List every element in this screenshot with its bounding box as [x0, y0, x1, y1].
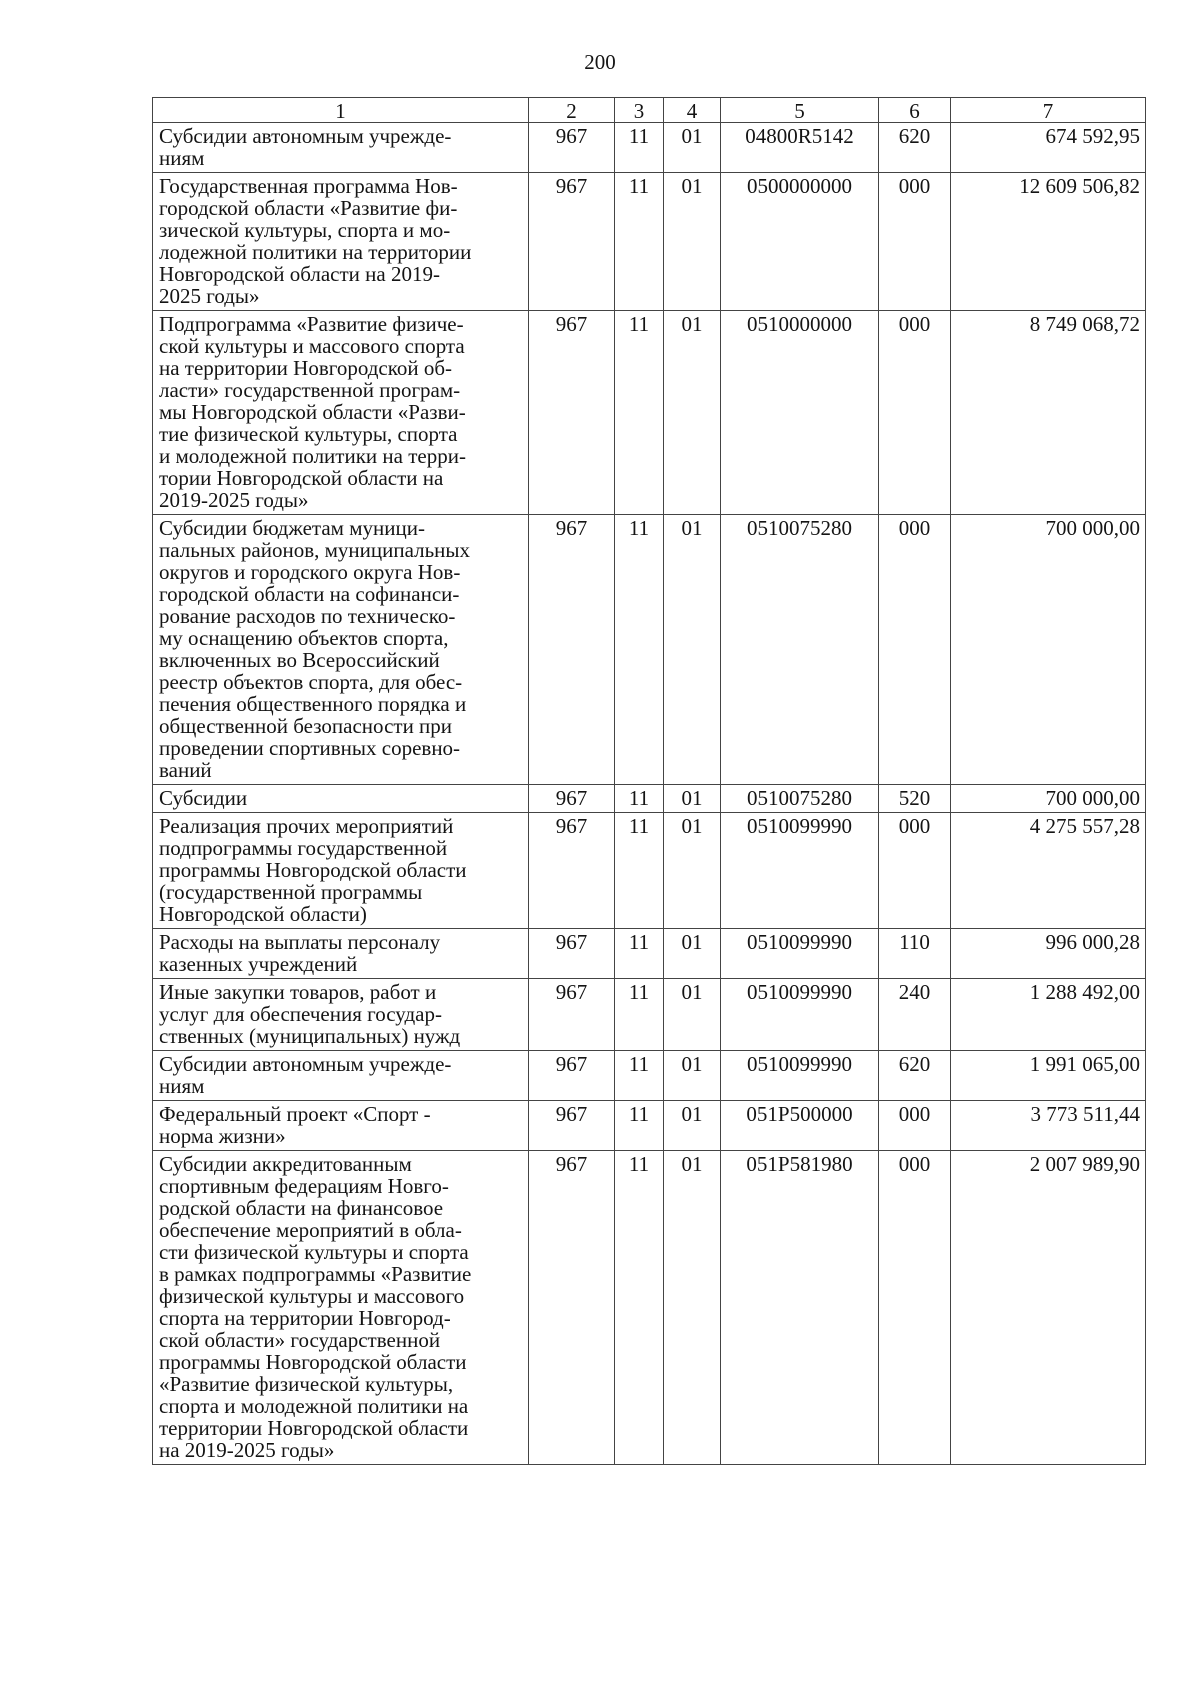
- expense-name-line: ваний: [159, 758, 212, 782]
- table-row: [153, 311, 1146, 515]
- subsection-code-cell: 01: [664, 979, 721, 1051]
- section-code-cell: 11: [615, 929, 664, 979]
- expense-type-cell: 000: [879, 515, 951, 785]
- expense-name-cell: [153, 1151, 529, 1465]
- expense-name-cell: [153, 515, 529, 785]
- expense-name-line: тории Новгородской области на: [159, 466, 444, 490]
- expense-name-line: программы Новгородской области: [159, 1350, 467, 1374]
- expense-name-line: спортивным федерациям Новго-: [159, 1174, 449, 1198]
- expense-name-cell: [153, 785, 529, 813]
- table-row: [153, 785, 1146, 813]
- table-row: [153, 1101, 1146, 1151]
- expense-name-cell: [153, 173, 529, 311]
- grbs-code-cell: 967: [529, 1101, 615, 1151]
- expense-name-line: Новгородской области): [159, 902, 367, 926]
- expense-name-line: на 2019-2025 годы»: [159, 1438, 335, 1462]
- expense-name-line: городской области на софинанси-: [159, 582, 460, 606]
- amount-cell: 700 000,00: [951, 515, 1146, 785]
- header-col-4: 4: [664, 98, 721, 123]
- table-row: [153, 813, 1146, 929]
- header-col-3: 3: [615, 98, 664, 123]
- expense-type-cell: 000: [879, 1101, 951, 1151]
- grbs-code-cell: 967: [529, 311, 615, 515]
- amount-cell: 674 592,95: [951, 123, 1146, 173]
- expense-type-cell: 520: [879, 785, 951, 813]
- expense-name-line: территории Новгородской области: [159, 1416, 469, 1440]
- expense-name-line: Субсидии автономным учрежде-: [159, 1052, 452, 1076]
- expense-name-line: округов и городского округа Нов-: [159, 560, 461, 584]
- expense-name-line: Расходы на выплаты персоналу: [159, 930, 441, 954]
- expense-name-line: Государственная программа Нов-: [159, 174, 458, 198]
- table-row: [153, 929, 1146, 979]
- grbs-code-cell: 967: [529, 515, 615, 785]
- expense-name-line: (государственной программы: [159, 880, 423, 904]
- header-col-6: 6: [879, 98, 951, 123]
- header-col-5: 5: [721, 98, 879, 123]
- subsection-code-cell: 01: [664, 1051, 721, 1101]
- expense-name-line: ственных (муниципальных) нужд: [159, 1024, 461, 1048]
- target-article-cell: 0510000000: [721, 311, 879, 515]
- section-code-cell: 11: [615, 1051, 664, 1101]
- target-article-cell: 0510075280: [721, 785, 879, 813]
- expense-type-cell: 000: [879, 311, 951, 515]
- expense-name-line: сти физической культуры и спорта: [159, 1240, 469, 1264]
- target-article-cell: 0510099990: [721, 813, 879, 929]
- subsection-code-cell: 01: [664, 1101, 721, 1151]
- grbs-code-cell: 967: [529, 173, 615, 311]
- expense-name-line: физической культуры и массового: [159, 1284, 465, 1308]
- amount-cell: 1 991 065,00: [951, 1051, 1146, 1101]
- expense-name-line: ской культуры и массового спорта: [159, 334, 465, 358]
- table-header-row: [153, 98, 1146, 123]
- section-code-cell: 11: [615, 123, 664, 173]
- table-row: [153, 1151, 1146, 1465]
- expense-name-line: проведении спортивных соревно-: [159, 736, 461, 760]
- expense-name-line: ласти» государственной програм-: [159, 378, 461, 402]
- expense-type-cell: 240: [879, 979, 951, 1051]
- expense-type-cell: 000: [879, 173, 951, 311]
- expense-name-line: услуг для обеспечения государ-: [159, 1002, 442, 1026]
- amount-cell: 996 000,28: [951, 929, 1146, 979]
- expense-name-cell: [153, 929, 529, 979]
- header-col-7: 7: [951, 98, 1146, 123]
- expense-name-line: спорта и молодежной политики на: [159, 1394, 469, 1418]
- expense-name-line: зической культуры, спорта и мо-: [159, 218, 451, 242]
- expense-name-line: казенных учреждений: [159, 952, 358, 976]
- expense-name-cell: [153, 979, 529, 1051]
- expense-name-cell: [153, 813, 529, 929]
- grbs-code-cell: 967: [529, 123, 615, 173]
- expense-name-cell: [153, 1101, 529, 1151]
- subsection-code-cell: 01: [664, 813, 721, 929]
- grbs-code-cell: 967: [529, 979, 615, 1051]
- expense-name-line: Реализация прочих мероприятий: [159, 814, 454, 838]
- expense-name-line: программы Новгородской области: [159, 858, 467, 882]
- budget-table: [152, 97, 1146, 1465]
- subsection-code-cell: 01: [664, 1151, 721, 1465]
- expense-name-line: ской области» государственной: [159, 1328, 441, 1352]
- expense-name-cell: [153, 311, 529, 515]
- expense-type-cell: 000: [879, 1151, 951, 1465]
- expense-name-cell: [153, 1051, 529, 1101]
- expense-name-line: ниям: [159, 146, 205, 170]
- target-article-cell: 051P500000: [721, 1101, 879, 1151]
- subsection-code-cell: 01: [664, 173, 721, 311]
- expense-name-line: родской области на финансовое: [159, 1196, 444, 1220]
- expense-name-line: включенных во Всероссийский: [159, 648, 440, 672]
- expense-name-line: 2025 годы»: [159, 284, 260, 308]
- target-article-cell: 0500000000: [721, 173, 879, 311]
- table-row: [153, 515, 1146, 785]
- target-article-cell: 051P581980: [721, 1151, 879, 1465]
- target-article-cell: 0510099990: [721, 979, 879, 1051]
- expense-name-line: подпрограммы государственной: [159, 836, 448, 860]
- section-code-cell: 11: [615, 979, 664, 1051]
- expense-name-line: тие физической культуры, спорта: [159, 422, 458, 446]
- grbs-code-cell: 967: [529, 929, 615, 979]
- subsection-code-cell: 01: [664, 785, 721, 813]
- amount-cell: 700 000,00: [951, 785, 1146, 813]
- expense-name-line: Подпрограмма «Развитие физиче-: [159, 312, 464, 336]
- page-number: 200: [584, 50, 616, 74]
- expense-name-line: Субсидии: [159, 786, 248, 810]
- section-code-cell: 11: [615, 515, 664, 785]
- expense-name-line: Субсидии аккредитованным: [159, 1152, 412, 1176]
- expense-name-line: норма жизни»: [159, 1124, 286, 1148]
- expense-name-line: Новгородской области на 2019-: [159, 262, 440, 286]
- subsection-code-cell: 01: [664, 929, 721, 979]
- expense-name-line: печения общественного порядка и: [159, 692, 467, 716]
- expense-name-line: «Развитие физической культуры,: [159, 1372, 454, 1396]
- target-article-cell: 0510099990: [721, 1051, 879, 1101]
- amount-cell: 3 773 511,44: [951, 1101, 1146, 1151]
- section-code-cell: 11: [615, 1101, 664, 1151]
- expense-type-cell: 620: [879, 1051, 951, 1101]
- expense-type-cell: 110: [879, 929, 951, 979]
- target-article-cell: 0510099990: [721, 929, 879, 979]
- amount-cell: 12 609 506,82: [951, 173, 1146, 311]
- section-code-cell: 11: [615, 1151, 664, 1465]
- expense-name-line: рование расходов по техническо-: [159, 604, 456, 628]
- expense-name-line: Иные закупки товаров, работ и: [159, 980, 437, 1004]
- table-row: [153, 979, 1146, 1051]
- grbs-code-cell: 967: [529, 785, 615, 813]
- amount-cell: 2 007 989,90: [951, 1151, 1146, 1465]
- subsection-code-cell: 01: [664, 311, 721, 515]
- expense-name-line: 2019-2025 годы»: [159, 488, 309, 512]
- subsection-code-cell: 01: [664, 123, 721, 173]
- expense-name-line: ниям: [159, 1074, 205, 1098]
- expense-type-cell: 000: [879, 813, 951, 929]
- table-row: [153, 173, 1146, 311]
- section-code-cell: 11: [615, 173, 664, 311]
- grbs-code-cell: 967: [529, 813, 615, 929]
- expense-name-line: Субсидии бюджетам муници-: [159, 516, 425, 540]
- grbs-code-cell: 967: [529, 1151, 615, 1465]
- expense-name-line: на территории Новгородской об-: [159, 356, 453, 380]
- table-row: [153, 1051, 1146, 1101]
- target-article-cell: 04800R5142: [721, 123, 879, 173]
- section-code-cell: 11: [615, 785, 664, 813]
- expense-name-line: Субсидии автономным учрежде-: [159, 124, 452, 148]
- expense-name-line: спорта на территории Новгород-: [159, 1306, 451, 1330]
- amount-cell: 4 275 557,28: [951, 813, 1146, 929]
- amount-cell: 8 749 068,72: [951, 311, 1146, 515]
- expense-name-line: реестр объектов спорта, для обес-: [159, 670, 463, 694]
- section-code-cell: 11: [615, 813, 664, 929]
- expense-name-line: и молодежной политики на терри-: [159, 444, 466, 468]
- header-col-2: 2: [529, 98, 615, 123]
- expense-name-line: городской области «Развитие фи-: [159, 196, 458, 220]
- expense-name-cell: [153, 123, 529, 173]
- subsection-code-cell: 01: [664, 515, 721, 785]
- table-row: [153, 123, 1146, 173]
- expense-name-line: пальных районов, муниципальных: [159, 538, 471, 562]
- header-col-1: 1: [153, 98, 529, 123]
- expense-name-line: Федеральный проект «Спорт -: [159, 1102, 431, 1126]
- expense-name-line: общественной безопасности при: [159, 714, 453, 738]
- section-code-cell: 11: [615, 311, 664, 515]
- target-article-cell: 0510075280: [721, 515, 879, 785]
- expense-name-line: в рамках подпрограммы «Развитие: [159, 1262, 472, 1286]
- expense-type-cell: 620: [879, 123, 951, 173]
- expense-name-line: му оснащению объектов спорта,: [159, 626, 449, 650]
- grbs-code-cell: 967: [529, 1051, 615, 1101]
- expense-name-line: обеспечение мероприятий в обла-: [159, 1218, 462, 1242]
- expense-name-line: мы Новгородской области «Разви-: [159, 400, 466, 424]
- expense-name-line: лодежной политики на территории: [159, 240, 472, 264]
- amount-cell: 1 288 492,00: [951, 979, 1146, 1051]
